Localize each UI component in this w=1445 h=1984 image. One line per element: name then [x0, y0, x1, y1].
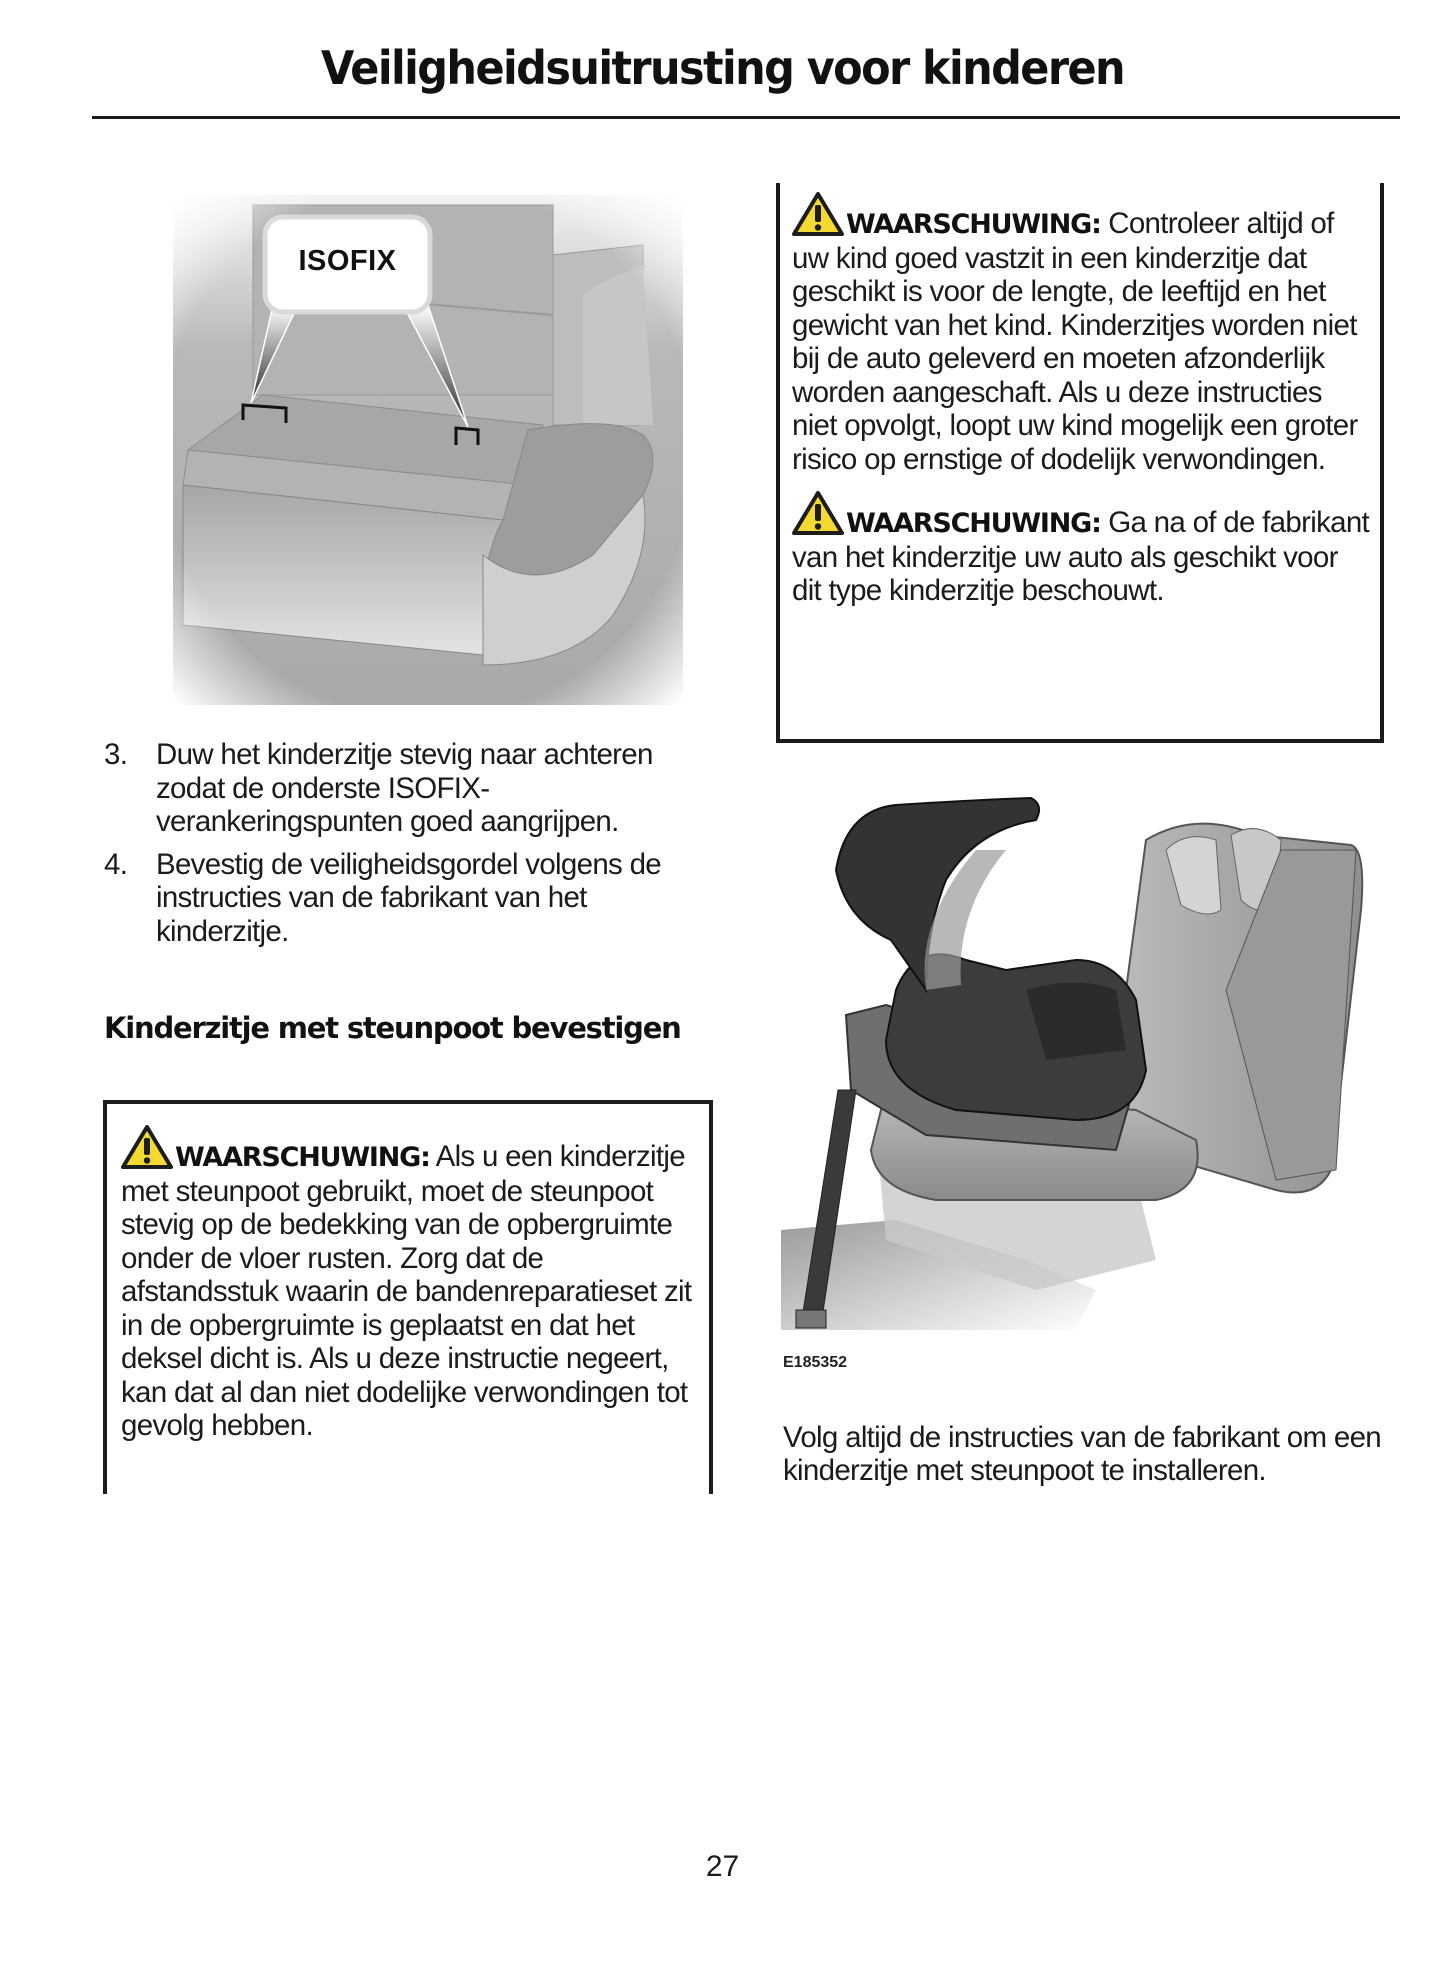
- step-number: 4.: [104, 847, 128, 881]
- warning-label: WAARSCHUWING:: [846, 209, 1101, 240]
- installation-steps: [104, 738, 724, 957]
- warning-text: Controleer altijd of uw kind goed vastzit in een kinderzitje dat geschikt is voor de lengte, de leeftijd en het gewicht van het kind. Kinderzitjes worden niet bij de auto geleverd en moeten afzonderlijk worden aangeschaft. Als u deze instructies niet opvolgt, loopt uw kind mogelijk een groter risico op ernstige of dodelijk verwondingen.: [792, 207, 1358, 476]
- warning-triangle-icon: [792, 490, 844, 536]
- support-leg-caption: Volg altijd de instructies van de fabrikant om een kinderzitje met steunpoot te installeren.: [783, 1420, 1381, 1487]
- warning-label: WAARSCHUWING:: [846, 508, 1101, 539]
- warning-box-right: [776, 183, 1384, 743]
- step-number: 3.: [104, 738, 128, 771]
- step-item: [104, 738, 724, 839]
- warning-triangle-icon: [121, 1124, 173, 1170]
- isofix-callout-label: ISOFIX: [298, 245, 397, 277]
- support-leg-child-seat-illustration: [776, 790, 1396, 1350]
- warning-text: Als u een kinderzitje met steunpoot gebruikt, moet de steunpoot stevig op de bedekking van de opbergruimte onder de vloer rusten. Zorg dat de afstandsstuk waarin de bandenreparatieset zit in de opbergruimte is geplaatst en dat het deksel dicht is. Als u deze instructie negeert, kan dat al dan niet dodelijke verwondingen tot gevolg hebben.: [121, 1140, 692, 1442]
- warning-manufacturer-approval: [792, 490, 1374, 608]
- title-divider: [92, 116, 1400, 119]
- figure-id: E185352: [783, 1354, 848, 1371]
- page-number: 27: [705, 1850, 740, 1883]
- warning-box-left: [103, 1100, 713, 1494]
- warning-support-leg: [121, 1124, 699, 1443]
- isofix-seat-illustration: [173, 195, 683, 705]
- warning-label: WAARSCHUWING:: [175, 1142, 430, 1173]
- warning-triangle-icon: [792, 191, 844, 237]
- page-title: Veiligheidsuitrusting voor kinderen: [320, 42, 1125, 96]
- step-item: [104, 848, 724, 949]
- warning-text: Ga na of de fabrikant van het kinderzitje uw auto als geschikt voor dit type kinderzitje beschouwt.: [792, 506, 1370, 607]
- step-text: Duw het kinderzitje stevig naar achteren zodat de onderste ISOFIX-verankeringspunten goed aangrijpen.: [156, 738, 653, 838]
- step-text: Bevestig de veiligheidsgordel volgens de instructies van de fabrikant van het kinderzitje.: [156, 847, 661, 948]
- warning-child-restraint-fit: [792, 191, 1374, 476]
- section-heading: Kinderzitje met steunpoot bevestigen: [104, 1011, 681, 1045]
